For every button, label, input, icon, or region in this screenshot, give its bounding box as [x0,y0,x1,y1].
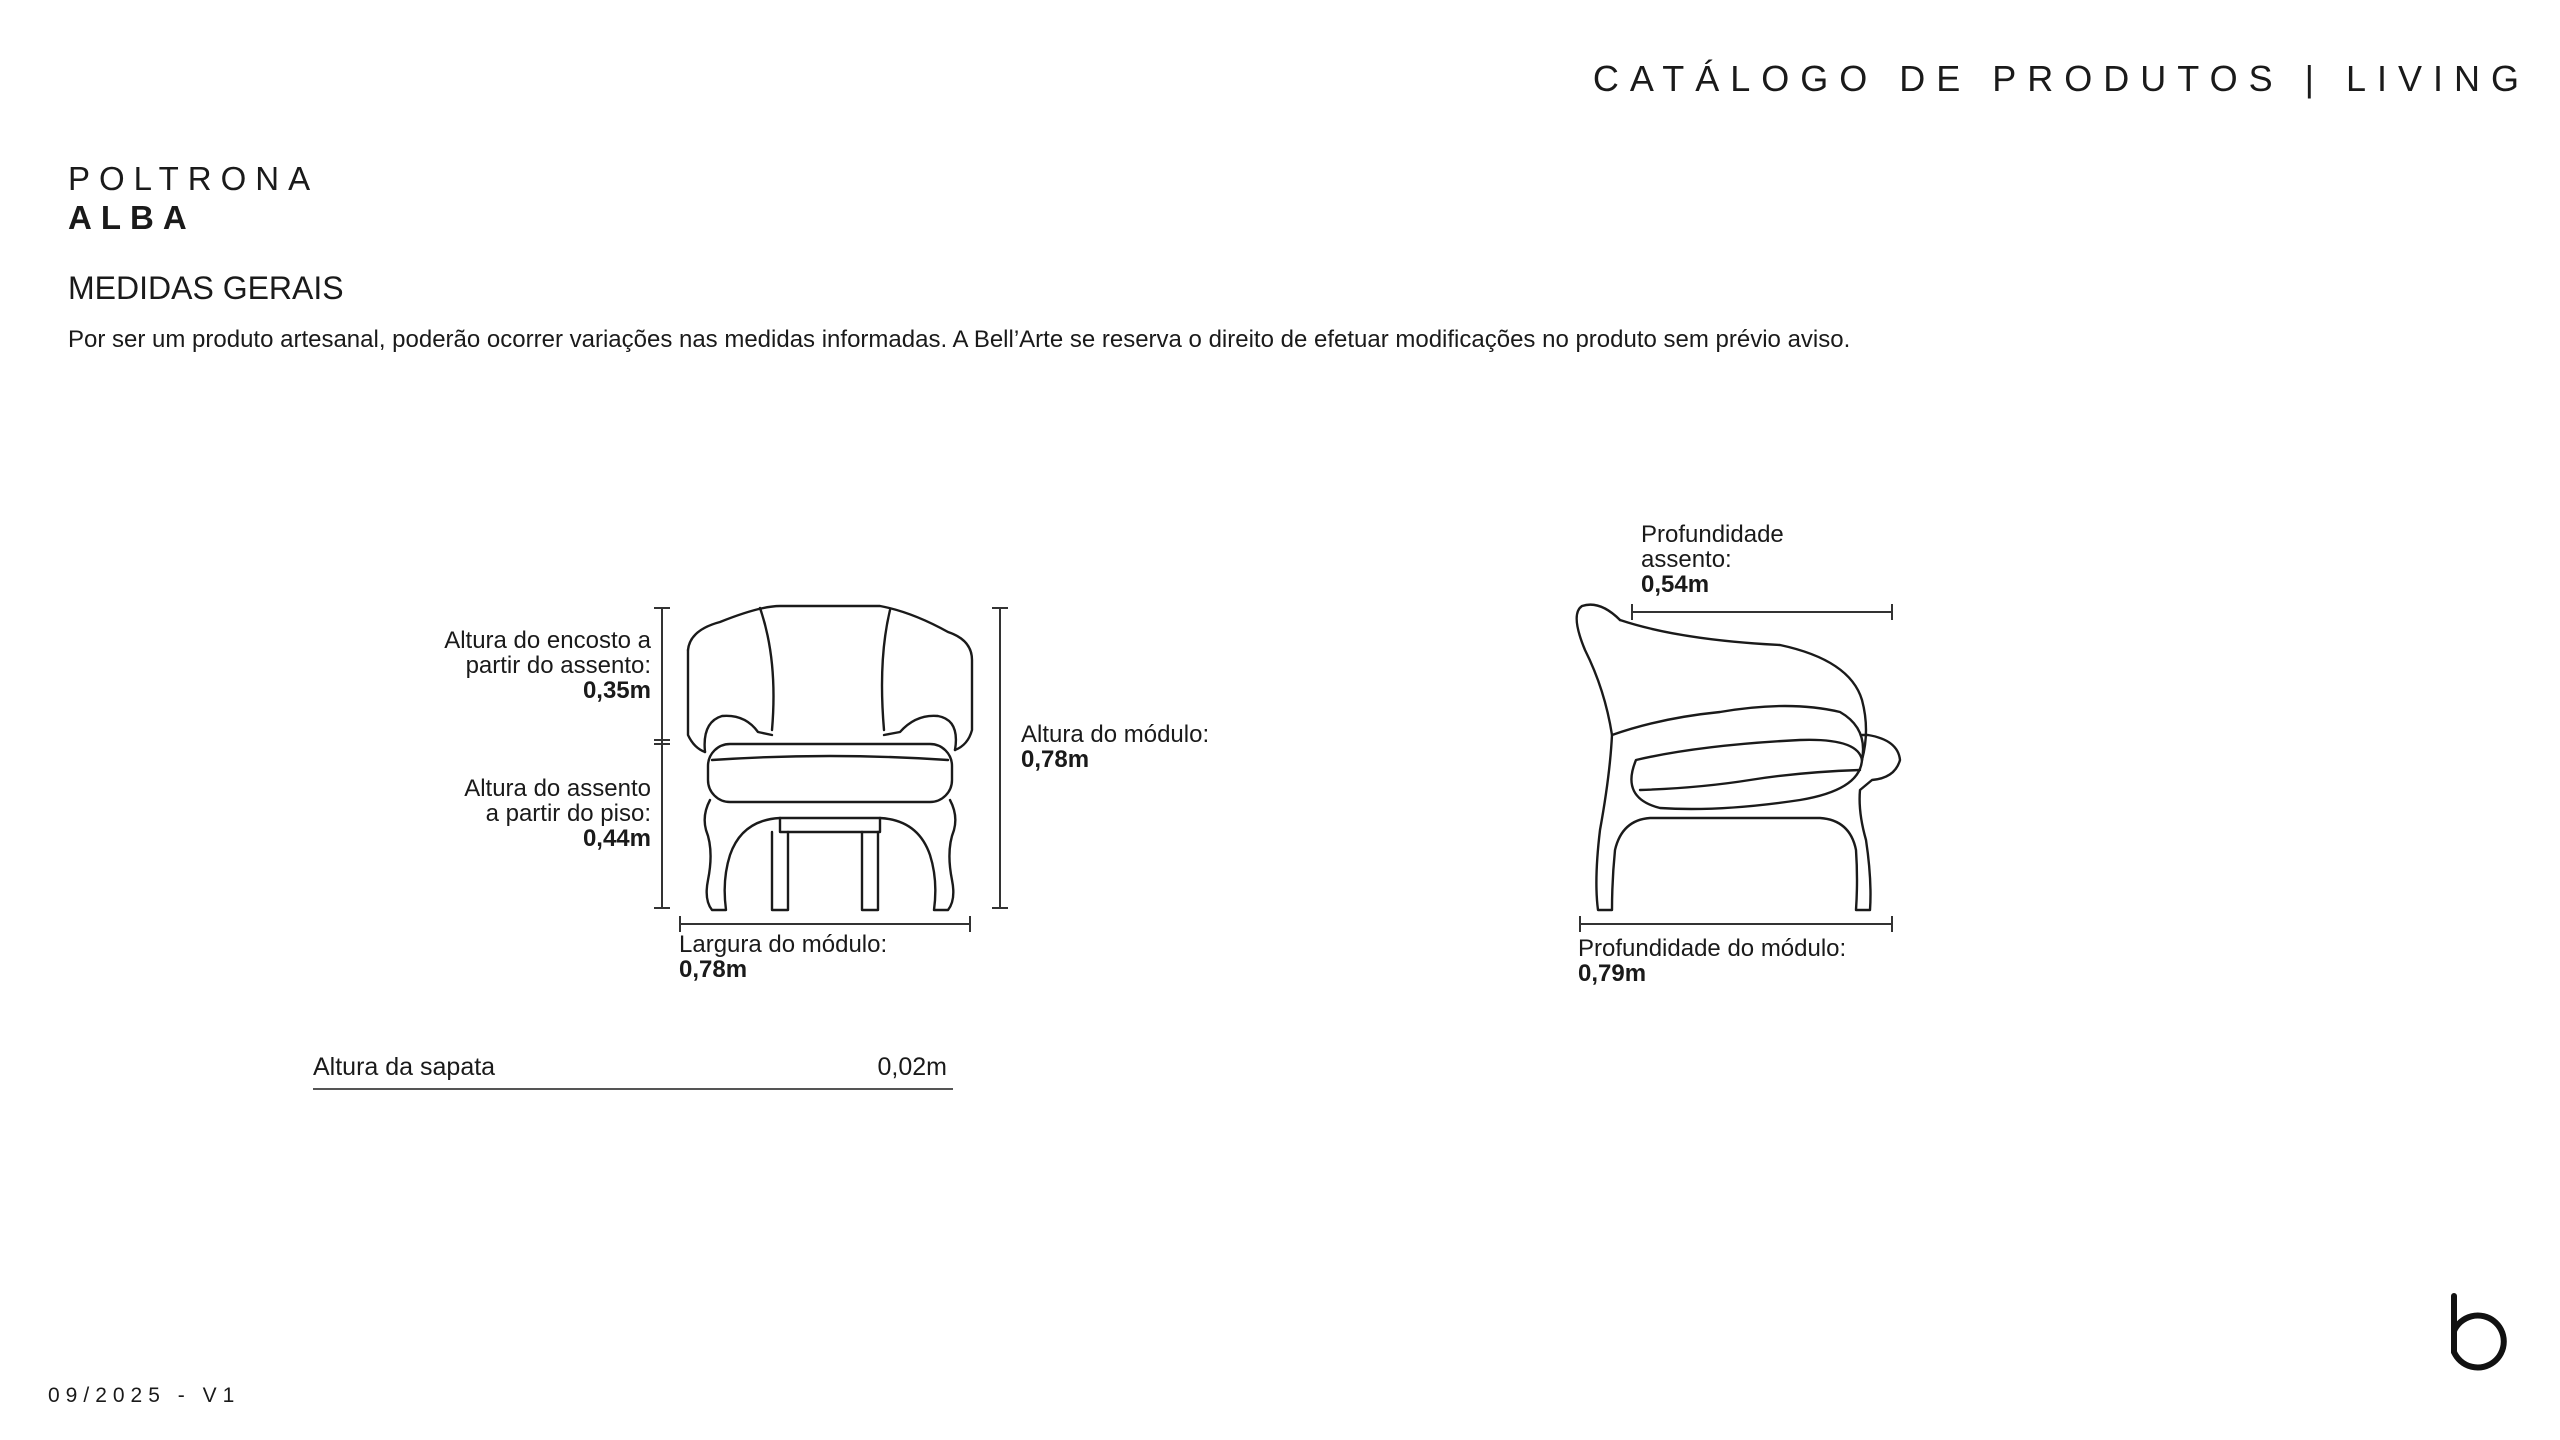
backrest-height-label-line1: Altura do encosto a [444,627,651,654]
spec-value: 0,02m [877,1053,947,1081]
module-depth-label-text: Profundidade do módulo: [1578,935,1847,962]
backrest-height-value: 0,35m [582,677,651,704]
backrest-height-label [444,628,651,703]
module-width-label [679,932,887,982]
module-depth-label [1578,936,1846,986]
backrest-height-label-line2: partir do assento: [465,652,651,679]
seat-depth-value: 0,54m [1641,571,1710,598]
module-height-value: 0,78m [1021,746,1090,773]
module-depth-value: 0,79m [1578,960,1647,987]
seat-depth-label-line1: Profundidade [1641,521,1784,548]
catalog-header-title: CATÁLOGO DE PRODUTOS | LIVING [1592,58,2530,99]
seat-depth-label [1641,522,1784,597]
seat-height-label-line2: a partir do piso: [485,800,651,827]
seat-height-label-line1: Altura do assento [464,775,651,802]
module-width-value: 0,78m [679,956,748,983]
side-view-armchair-drawing [1577,605,1900,910]
footer-version: 09/2025 - V1 [48,1384,241,1407]
spec-row-shoe-height [313,1052,953,1090]
module-width-label-text: Largura do módulo: [679,931,888,958]
product-type: POLTRONA [68,160,320,197]
seat-height-label [464,776,651,851]
product-name: ALBA [68,199,196,236]
front-view-armchair-drawing [688,606,972,910]
module-height-label-text: Altura do módulo: [1021,721,1210,748]
side-view-dimension-lines [1580,604,1892,932]
seat-height-value: 0,44m [582,825,651,852]
section-heading: MEDIDAS GERAIS [68,270,344,306]
b-logo-icon [2454,1296,2504,1368]
seat-depth-label-line2: assento: [1641,546,1732,573]
spec-label: Altura da sapata [313,1053,496,1081]
module-height-label [1021,722,1209,772]
disclaimer-text: Por ser um produto artesanal, poderão ocorrer variações nas medidas informadas. A Bell’Arte se reserva o direito de efetuar modificações no produto sem prévio aviso. [68,326,1851,353]
